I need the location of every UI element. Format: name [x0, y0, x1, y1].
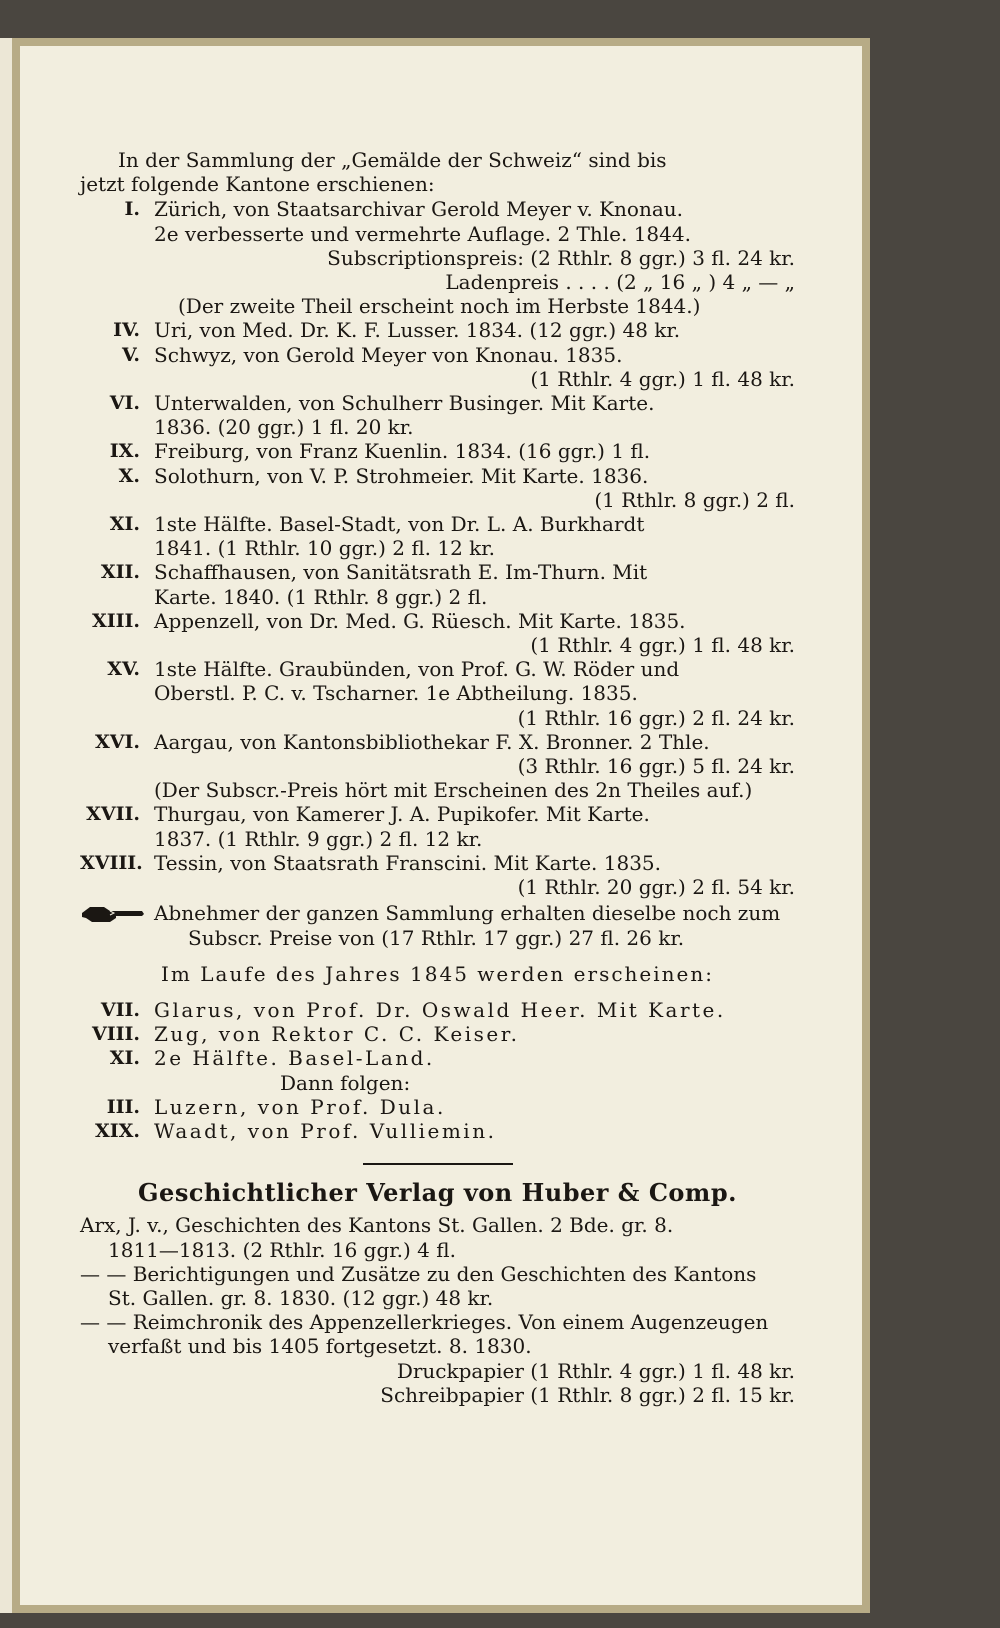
verlag-line: — — Berichtigungen und Zusätze zu den Geschichten des Kantons: [80, 1261, 757, 1286]
canton-line: Karte. 1840. (1 Rthlr. 8 ggr.) 2 fl.: [154, 584, 488, 609]
canton-line: Oberstl. P. C. v. Tscharner. 1e Abtheilung. 1835.: [154, 681, 638, 706]
upcoming-entry: [80, 1046, 795, 1070]
notice-line: Abnehmer der ganzen Sammlung erhalten dieselbe noch zum: [154, 901, 781, 926]
verlag-line: — — Reimchronik des Appenzellerkrieges. Von einem Augenzeugen: [80, 1310, 769, 1335]
canton-line: 1ste Hälfte. Basel-Stadt, von Dr. L. A. Burkhardt: [154, 512, 645, 537]
canton-line: (1 Rthlr. 20 ggr.) 2 fl. 54 kr.: [517, 875, 795, 900]
later-line: Luzern, von Prof. Dula.: [154, 1094, 446, 1119]
canton-number: IV.: [113, 319, 140, 342]
notice-paragraph: [80, 901, 795, 949]
pointing-hand-icon: [80, 903, 146, 925]
canton-list: [80, 197, 795, 899]
canton-line: (1 Rthlr. 4 ggr.) 1 fl. 48 kr.: [530, 633, 795, 658]
upcoming-entry: [80, 1022, 795, 1046]
verlag-title: Geschichtlicher Verlag von Huber & Comp.: [138, 1178, 737, 1208]
canton-text: [80, 730, 795, 803]
canton-line: (1 Rthlr. 8 ggr.) 2 fl.: [594, 487, 795, 512]
canton-number: V.: [121, 343, 140, 366]
later-line: Waadt, von Prof. Vulliemin.: [154, 1118, 497, 1143]
canton-text: [80, 439, 795, 463]
canton-line: Freiburg, von Franz Kuenlin. 1834. (16 ggr.) 1 fl.: [154, 439, 651, 464]
canton-text: [80, 343, 795, 391]
canton-entry: [80, 391, 795, 439]
upcoming-line: Zug, von Rektor C. C. Keiser.: [154, 1022, 520, 1047]
verlag-line: Schreibpapier (1 Rthlr. 8 ggr.) 2 fl. 15 kr.: [380, 1382, 795, 1407]
canton-text: [80, 609, 795, 657]
canton-line: (1 Rthlr. 4 ggr.) 1 fl. 48 kr.: [530, 366, 795, 391]
verlag-line: 1811—1813. (2 Rthlr. 16 ggr.) 4 fl.: [108, 1237, 456, 1262]
canton-line: Tessin, von Staatsrath Franscini. Mit Karte. 1835.: [154, 850, 662, 875]
canton-text: [80, 560, 795, 608]
canton-line: 2e verbesserte und vermehrte Auflage. 2 Thle. 1844.: [154, 221, 691, 246]
canton-number: XIII.: [91, 609, 140, 632]
canton-text: [80, 197, 795, 318]
canton-line: 1837. (1 Rthlr. 9 ggr.) 2 fl. 12 kr.: [154, 826, 483, 851]
verlag-line: St. Gallen. gr. 8. 1830. (12 ggr.) 48 kr.: [108, 1285, 494, 1310]
upcoming-number: VIII.: [91, 1023, 140, 1046]
intro-line: In der Sammlung der „Gemälde der Schweiz“ sind bis: [118, 148, 667, 172]
later-text: [80, 1119, 795, 1143]
canton-line: Schwyz, von Gerold Meyer von Knonau. 1835.: [154, 342, 623, 367]
canton-line: Solothurn, von V. P. Strohmeier. Mit Karte. 1836.: [154, 463, 649, 488]
canton-number: I.: [124, 198, 140, 221]
upcoming-text: [80, 1022, 795, 1046]
then-follow-label: Dann folgen:: [280, 1070, 411, 1095]
verlag-line: Arx, J. v., Geschichten des Kantons St. Gallen. 2 Bde. gr. 8.: [80, 1213, 674, 1238]
verlag-list: [80, 1213, 795, 1407]
canton-entry: [80, 657, 795, 730]
canton-text: [80, 657, 795, 730]
canton-text: [80, 512, 795, 560]
canton-line: (1 Rthlr. 16 ggr.) 2 fl. 24 kr.: [517, 705, 795, 730]
canton-number: XI.: [109, 513, 140, 536]
canton-line: Unterwalden, von Schulherr Businger. Mit Karte.: [154, 391, 655, 416]
upcoming-list: [80, 998, 795, 1071]
canton-line: 1ste Hälfte. Graubünden, von Prof. G. W. Röder und: [154, 657, 680, 682]
later-list: [80, 1095, 795, 1143]
canton-number: VI.: [109, 392, 140, 415]
canton-line: Zürich, von Staatsarchivar Gerold Meyer v. Knonau.: [154, 197, 683, 222]
page-text: [80, 148, 795, 1407]
upcoming-number: VII.: [100, 998, 140, 1021]
canton-number: IX.: [109, 440, 140, 463]
canton-line: Subscriptionspreis: (2 Rthlr. 8 ggr.) 3 fl. 24 kr.: [327, 245, 795, 270]
later-number: III.: [106, 1095, 140, 1118]
canton-number: XVIII.: [80, 851, 143, 874]
canton-entry: [80, 560, 795, 608]
canton-line: Uri, von Med. Dr. K. F. Lusser. 1834. (12 ggr.) 48 kr.: [154, 318, 681, 343]
canton-line: Aargau, von Kantonsbibliothekar F. X. Bronner. 2 Thle.: [154, 729, 710, 754]
later-text: [80, 1095, 795, 1119]
canton-entry: [80, 609, 795, 657]
canton-number: X.: [118, 464, 140, 487]
canton-text: [80, 802, 795, 850]
canton-line: Appenzell, von Dr. Med. G. Rüesch. Mit Karte. 1835.: [154, 608, 686, 633]
canton-text: [80, 464, 795, 512]
upcoming-number: XI.: [109, 1047, 140, 1070]
intro-paragraph: [80, 148, 795, 196]
canton-number: XII.: [100, 561, 140, 584]
later-entry: [80, 1095, 795, 1119]
canton-entry: [80, 197, 795, 318]
canton-entry: [80, 464, 795, 512]
canton-line: Thurgau, von Kamerer J. A. Pupikofer. Mit Karte.: [154, 802, 650, 827]
canton-text: [80, 391, 795, 439]
intro-line: jetzt folgende Kantone erschienen:: [80, 172, 435, 197]
canton-entry: [80, 439, 795, 463]
canton-line: (Der Subscr.-Preis hört mit Erscheinen des 2n Theiles auf.): [154, 778, 753, 803]
upcoming-entry: [80, 998, 795, 1022]
year-heading: Im Laufe des Jahres 1845 werden erscheinen:: [161, 961, 714, 986]
divider-rule: [363, 1163, 513, 1165]
canton-line: Schaffhausen, von Sanitätsrath E. Im-Thurn. Mit: [154, 560, 648, 585]
canton-line: Ladenpreis . . . . (2 „ 16 „ ) 4 „ — „: [445, 270, 795, 295]
upcoming-text: [80, 1046, 795, 1070]
canton-entry: [80, 318, 795, 342]
canton-text: [80, 318, 795, 342]
verlag-line: Druckpapier (1 Rthlr. 4 ggr.) 1 fl. 48 kr.: [396, 1358, 795, 1383]
verlag-entry: [80, 1310, 795, 1407]
notice-line: Subscr. Preise von (17 Rthlr. 17 ggr.) 27 fl. 26 kr.: [188, 925, 685, 950]
canton-number: XVII.: [86, 803, 140, 826]
canton-entry: [80, 802, 795, 850]
canton-entry: [80, 851, 795, 899]
canton-line: 1841. (1 Rthlr. 10 ggr.) 2 fl. 12 kr.: [154, 536, 496, 561]
canton-entry: [80, 730, 795, 803]
upcoming-line: 2e Hälfte. Basel-Land.: [154, 1046, 435, 1071]
verlag-entry: [80, 1213, 795, 1261]
canton-text: [80, 851, 795, 899]
verlag-line: verfaßt und bis 1405 fortgesetzt. 8. 1830.: [108, 1334, 532, 1359]
upcoming-line: Glarus, von Prof. Dr. Oswald Heer. Mit Karte.: [154, 997, 726, 1022]
canton-line: (3 Rthlr. 16 ggr.) 5 fl. 24 kr.: [517, 754, 795, 779]
verlag-entry: [80, 1262, 795, 1310]
later-entry: [80, 1119, 795, 1143]
canton-number: XV.: [107, 658, 140, 681]
canton-entry: [80, 343, 795, 391]
canton-entry: [80, 512, 795, 560]
later-number: XIX.: [95, 1119, 140, 1142]
canton-number: XVI.: [95, 730, 140, 753]
canton-line: (Der zweite Theil erscheint noch im Herbste 1844.): [178, 294, 701, 319]
canton-line: 1836. (20 ggr.) 1 fl. 20 kr.: [154, 415, 414, 440]
upcoming-text: [80, 998, 795, 1022]
